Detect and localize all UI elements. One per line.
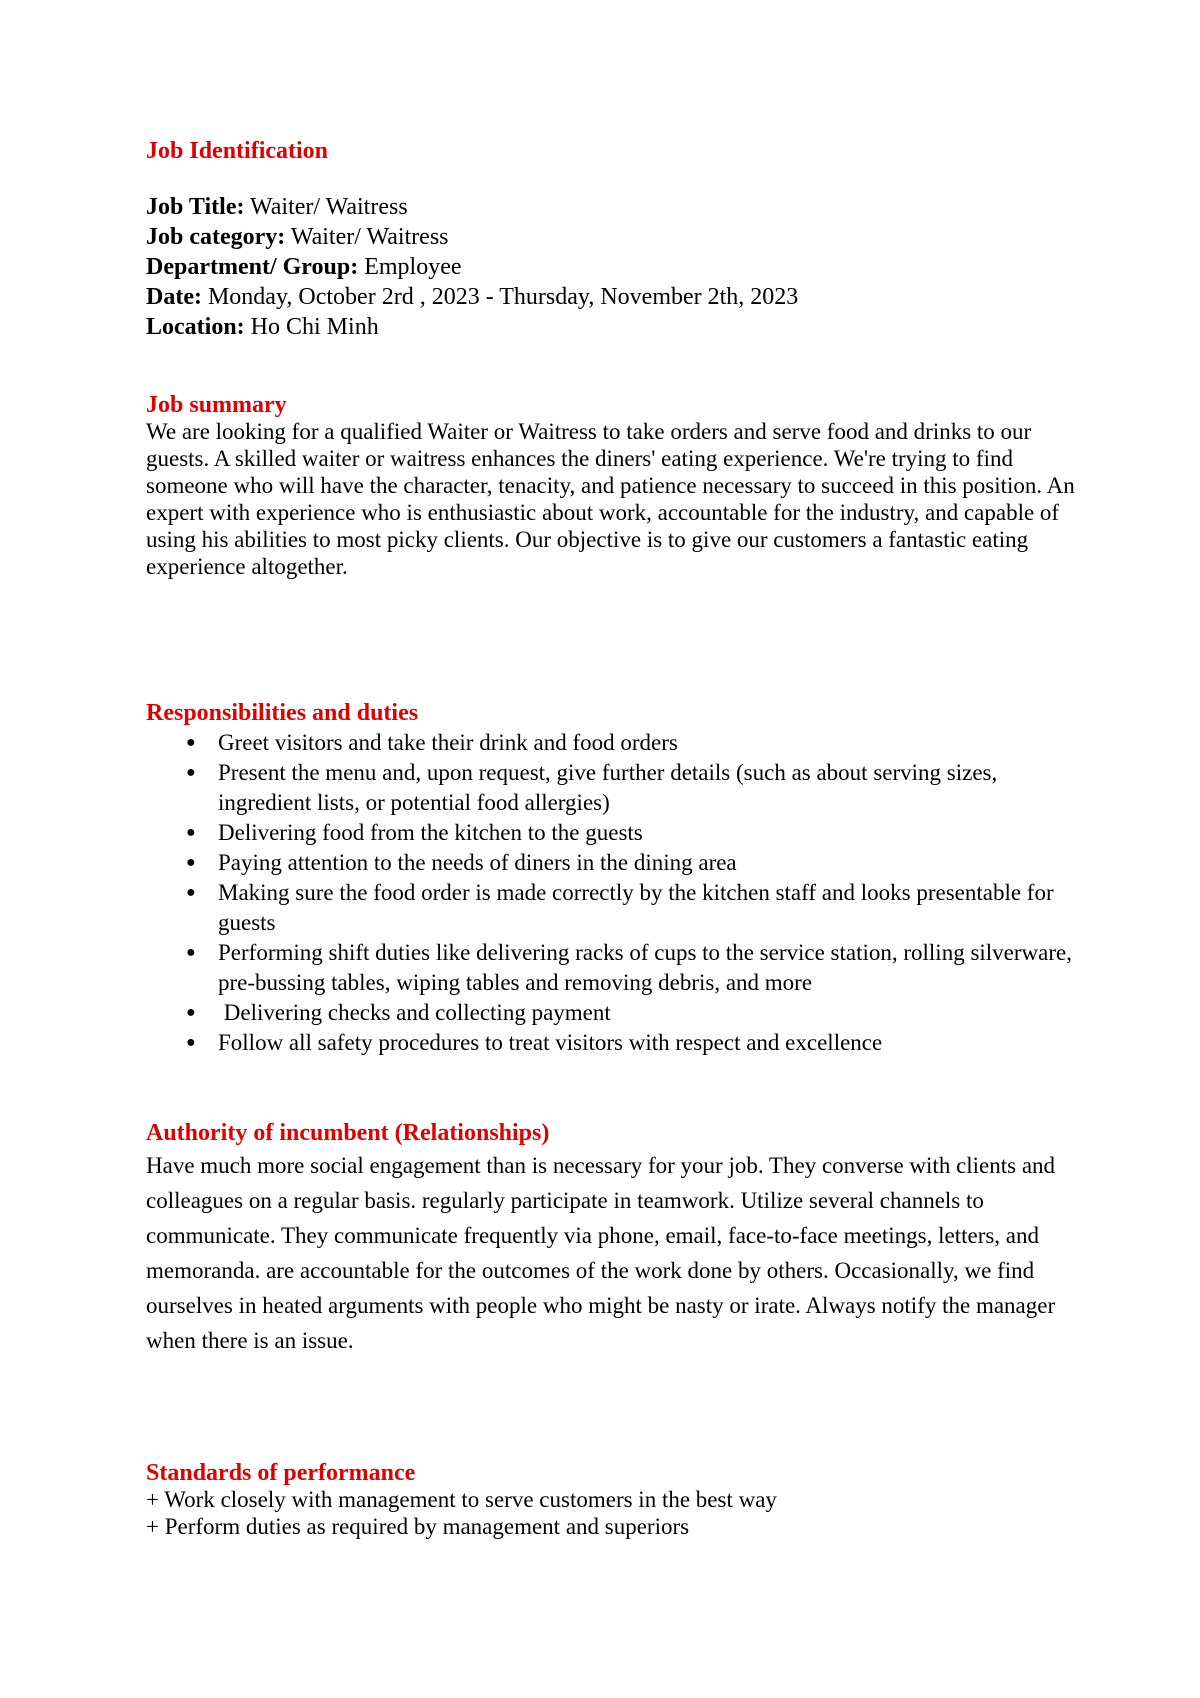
field-label: Date:	[146, 284, 202, 310]
list-item-text: Delivering checks and collecting payment	[218, 1000, 611, 1025]
bullet-icon: ●	[186, 764, 196, 781]
list-item	[146, 938, 1086, 998]
date-field	[146, 282, 1086, 312]
department-field	[146, 252, 1086, 282]
responsibilities-heading: Responsibilities and duties	[146, 700, 419, 726]
field-value: Ho Chi Minh	[244, 314, 379, 340]
bullet-icon: ●	[186, 1004, 196, 1021]
list-item-text: Follow all safety procedures to treat visitors with respect and excellence	[218, 1030, 883, 1055]
job-summary-heading: Job summary	[146, 392, 287, 418]
bullet-icon: ●	[186, 854, 196, 871]
bullet-icon: ●	[186, 824, 196, 841]
bullet-icon: ●	[186, 944, 196, 961]
list-item	[146, 998, 1086, 1028]
list-item	[146, 818, 1086, 848]
list-item	[146, 878, 1086, 938]
field-label: Job Title:	[146, 194, 245, 220]
list-item	[146, 848, 1086, 878]
field-value: Waiter/ Waitress	[244, 194, 408, 220]
authority-section	[146, 1118, 1086, 1358]
field-label: Department/ Group:	[146, 254, 359, 280]
field-label: Job category:	[146, 224, 286, 250]
list-item-text: Making sure the food order is made correctly by the kitchen staff and looks presentable for guests	[218, 880, 1054, 935]
bullet-icon: ●	[186, 1034, 196, 1051]
location-field	[146, 312, 1086, 342]
duties-list	[146, 728, 1086, 1058]
list-item-text: Performing shift duties like delivering racks of cups to the service station, rolling silverware, pre-bussing tables, wiping tables and removing debris, and more	[218, 940, 1072, 995]
field-label: Location:	[146, 314, 245, 340]
list-item-text: Present the menu and, upon request, give further details (such as about serving sizes, ingredient lists, or potential food allergies)	[218, 760, 998, 815]
field-value: Monday, October 2rd , 2023 - Thursday, November 2th, 2023	[201, 284, 799, 310]
bullet-icon: ●	[186, 884, 196, 901]
job-identification-section	[146, 136, 1086, 342]
job-category-field	[146, 222, 1086, 252]
list-item-text: Paying attention to the needs of diners in the dining area	[218, 850, 737, 875]
job-title-field	[146, 192, 1086, 222]
list-item-text: Greet visitors and take their drink and food orders	[218, 730, 678, 755]
job-summary-section	[146, 392, 1086, 580]
field-value: Waiter/ Waitress	[285, 224, 449, 250]
job-summary-text: We are looking for a qualified Waiter or Waitress to take orders and serve food and drinks to our guests. A skilled waiter or waitress enhances the diners' eating experience. We're trying to find someone who will have the character, tenacity, and patience necessary to succeed in this position. An expert with experience who is enthusiastic about work, accountable for the industry, and capable of using his abilities to most picky clients. Our objective is to give our customers a fantastic eating experience altogether.	[146, 419, 1075, 579]
list-item	[146, 728, 1086, 758]
standards-section	[146, 1460, 1086, 1540]
list-item	[146, 758, 1086, 818]
field-value: Employee	[358, 254, 462, 280]
standards-item: + Work closely with management to serve customers in the best way	[146, 1487, 777, 1512]
standards-heading: Standards of performance	[146, 1460, 416, 1486]
authority-heading: Authority of incumbent (Relationships)	[146, 1120, 550, 1146]
list-item-text: Delivering food from the kitchen to the guests	[218, 820, 643, 845]
job-identification-heading: Job Identification	[146, 138, 329, 164]
bullet-icon: ●	[186, 734, 196, 751]
authority-text: Have much more social engagement than is necessary for your job. They converse with clients and colleagues on a regular basis. regularly participate in teamwork. Utilize several channels to communicate. They communicate frequently via phone, email, face-to-face meetings, letters, and memoranda. are accountable for the outcomes of the work done by others. Occasionally, we find ourselves in heated arguments with people who might be nasty or irate. Always notify the manager when there is an issue.	[146, 1153, 1056, 1353]
responsibilities-section	[146, 698, 1086, 1058]
list-item	[146, 1028, 1086, 1058]
standards-item: + Perform duties as required by management and superiors	[146, 1514, 690, 1539]
